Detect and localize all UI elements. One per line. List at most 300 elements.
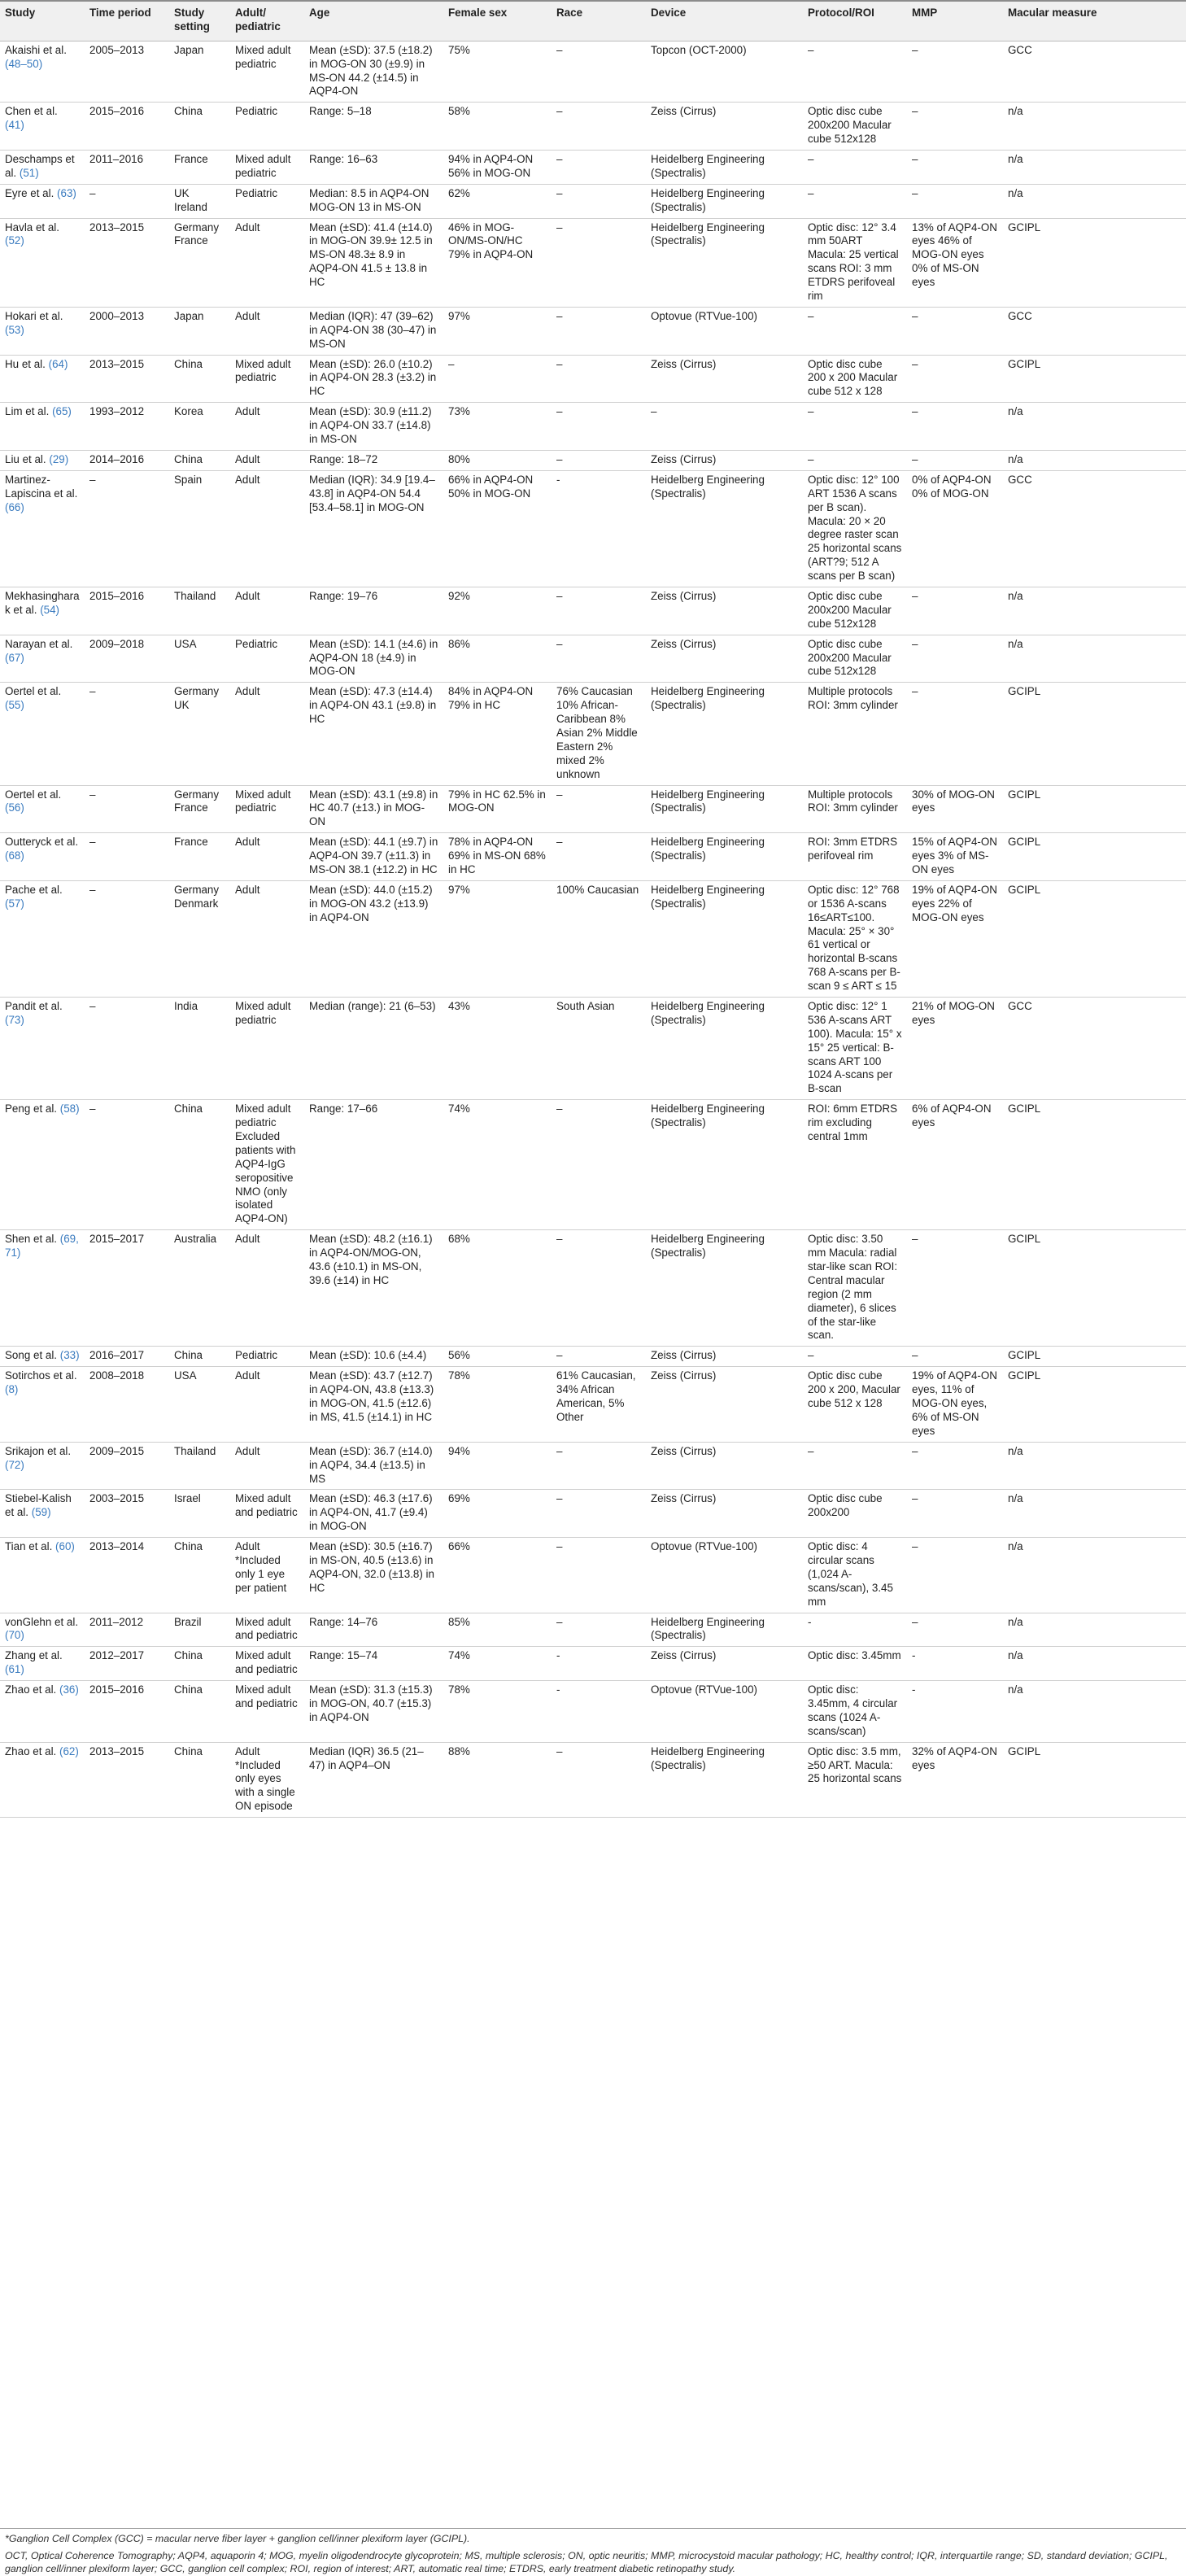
time-period-cell: 2009–2018	[85, 635, 169, 683]
study-setting-cell: Germany France	[169, 785, 230, 833]
race-cell: –	[552, 1347, 646, 1367]
age-cell: Mean (±SD): 14.1 (±4.6) in AQP4-ON 18 (±4.9) in MOG-ON	[304, 635, 443, 683]
study-name: Havla et al.	[5, 220, 59, 234]
table-row	[0, 1347, 1186, 1367]
study-cell	[0, 1230, 85, 1347]
macular-measure-cell: n/a	[1003, 1538, 1186, 1613]
study-setting-cell: Thailand	[169, 587, 230, 635]
mmp-cell: –	[907, 450, 1003, 470]
device-cell: Optovue (RTVue-100)	[646, 1538, 803, 1613]
device-cell: Heidelberg Engineering (Spectralis)	[646, 683, 803, 785]
female-sex-cell: 56%	[443, 1347, 552, 1367]
device-cell: Zeiss (Cirrus)	[646, 450, 803, 470]
time-period-cell: 2014–2016	[85, 450, 169, 470]
macular-measure-cell: GCIPL	[1003, 833, 1186, 881]
female-sex-cell: 66% in AQP4-ON 50% in MOG-ON	[443, 470, 552, 587]
female-sex-cell: –	[443, 355, 552, 403]
macular-measure-cell: GCIPL	[1003, 1230, 1186, 1347]
device-cell: Heidelberg Engineering (Spectralis)	[646, 470, 803, 587]
study-name: Mekhasingharak et al.	[5, 589, 80, 616]
study-setting-cell: Japan	[169, 307, 230, 355]
device-cell: Optovue (RTVue-100)	[646, 1681, 803, 1743]
study-setting-cell: Spain	[169, 470, 230, 587]
table-row	[0, 1742, 1186, 1817]
reference-link[interactable]: (33)	[59, 1349, 80, 1362]
reference-link[interactable]: (51)	[19, 166, 39, 179]
study-cell	[0, 41, 85, 103]
table-row	[0, 587, 1186, 635]
study-name: Akaishi et al.	[5, 43, 67, 56]
study-cell	[0, 880, 85, 997]
abbreviations: OCT, Optical Coherence Tomography; AQP4, aquaporin 4; MOG, myelin oligodendrocyte glycoprotein; MS, multiple sclerosis; ON, optic neuritis; MMP, microcystoid macular pathology; HC, healthy control; IQR, interquartile range; SD, standard deviation; GCIPL, ganglion cell/inner plexiform layer; GCC, ganglion cell complex; ROI, region of interest; ART, automatic real time; ETDRS, early treatment diabetic retinopathy study.	[5, 2549, 1168, 2575]
table-row	[0, 1490, 1186, 1538]
race-cell: –	[552, 403, 646, 451]
race-cell: –	[552, 1613, 646, 1647]
study-name: Tian et al.	[5, 1540, 53, 1553]
macular-measure-cell: n/a	[1003, 587, 1186, 635]
study-name: Eyre et al.	[5, 186, 55, 199]
reference-link[interactable]: (29)	[49, 452, 69, 465]
study-cell	[0, 1367, 85, 1442]
reference-link[interactable]: (8)	[5, 1383, 19, 1396]
table-row	[0, 785, 1186, 833]
study-name: Zhao et al.	[5, 1744, 57, 1757]
reference-link[interactable]: (66)	[5, 500, 24, 513]
reference-link[interactable]: (60)	[55, 1540, 75, 1553]
study-setting-cell: Australia	[169, 1230, 230, 1347]
female-sex-cell: 84% in AQP4-ON 79% in HC	[443, 683, 552, 785]
female-sex-cell: 73%	[443, 403, 552, 451]
protocol-roi-cell: Optic disc cube 200x200 Macular cube 512x128	[803, 635, 907, 683]
mmp-cell: –	[907, 635, 1003, 683]
table-row	[0, 184, 1186, 218]
time-period-cell: 2000–2013	[85, 307, 169, 355]
adult-pediatric-cell: Mixed adult pediatric Excluded patients with AQP4-IgG seropositive NMO (only isolated AQP4-ON)	[230, 1100, 304, 1230]
female-sex-cell: 97%	[443, 880, 552, 997]
table-row	[0, 635, 1186, 683]
female-sex-cell: 88%	[443, 1742, 552, 1817]
protocol-roi-cell: –	[803, 450, 907, 470]
race-cell: –	[552, 41, 646, 103]
table-row	[0, 1681, 1186, 1743]
time-period-cell: 2003–2015	[85, 1490, 169, 1538]
protocol-roi-cell: Optic disc cube 200 x 200 Macular cube 512 x 128	[803, 355, 907, 403]
reference-link[interactable]: (41)	[5, 119, 24, 132]
adult-pediatric-cell: Adult	[230, 403, 304, 451]
female-sex-cell: 79% in HC 62.5% in MOG-ON	[443, 785, 552, 833]
device-cell: Zeiss (Cirrus)	[646, 1490, 803, 1538]
study-name: Hu et al.	[5, 357, 46, 370]
macular-measure-cell: n/a	[1003, 1681, 1186, 1743]
header-age: Age	[304, 1, 443, 41]
female-sex-cell: 75%	[443, 41, 552, 103]
time-period-cell: 2013–2015	[85, 355, 169, 403]
macular-measure-cell: GCIPL	[1003, 218, 1186, 307]
mmp-cell: –	[907, 1442, 1003, 1490]
device-cell: Heidelberg Engineering (Spectralis)	[646, 785, 803, 833]
macular-measure-cell: GCIPL	[1003, 683, 1186, 785]
macular-measure-cell: GCIPL	[1003, 1100, 1186, 1230]
protocol-roi-cell: –	[803, 41, 907, 103]
reference-link[interactable]: (64)	[48, 357, 68, 370]
study-setting-cell: USA	[169, 635, 230, 683]
time-period-cell: 2013–2015	[85, 1742, 169, 1817]
time-period-cell: 2012–2017	[85, 1647, 169, 1681]
reference-link[interactable]: (63)	[57, 186, 76, 199]
study-cell	[0, 587, 85, 635]
study-cell	[0, 635, 85, 683]
adult-pediatric-cell: Pediatric	[230, 635, 304, 683]
study-cell	[0, 103, 85, 151]
female-sex-cell: 62%	[443, 184, 552, 218]
device-cell: Zeiss (Cirrus)	[646, 587, 803, 635]
study-cell	[0, 785, 85, 833]
table-row	[0, 683, 1186, 785]
time-period-cell: 2013–2014	[85, 1538, 169, 1613]
time-period-cell: –	[85, 785, 169, 833]
time-period-cell: 2011–2012	[85, 1613, 169, 1647]
macular-measure-cell: GCC	[1003, 41, 1186, 103]
study-setting-cell: China	[169, 1742, 230, 1817]
study-setting-cell: Thailand	[169, 1442, 230, 1490]
age-cell: Mean (±SD): 47.3 (±14.4) in AQP4-ON 43.1 (±9.8) in HC	[304, 683, 443, 785]
protocol-roi-cell: –	[803, 151, 907, 185]
mmp-cell: –	[907, 184, 1003, 218]
protocol-roi-cell: Optic disc: 12° 100 ART 1536 A scans per B scan). Macula: 20 × 20 degree raster scan 25 horizontal scans (ART?9; 512 A scans per B scan)	[803, 470, 907, 587]
study-cell	[0, 1347, 85, 1367]
protocol-roi-cell: Optic disc: 3.45mm	[803, 1647, 907, 1681]
study-name: Shen et al.	[5, 1233, 58, 1246]
mmp-cell: –	[907, 587, 1003, 635]
race-cell: 100% Caucasian	[552, 880, 646, 997]
header-protocol-roi: Protocol/ROI	[803, 1, 907, 41]
table-row	[0, 41, 1186, 103]
study-setting-cell: UK Ireland	[169, 184, 230, 218]
time-period-cell: 2011–2016	[85, 151, 169, 185]
race-cell: –	[552, 1490, 646, 1538]
adult-pediatric-cell: Pediatric	[230, 184, 304, 218]
device-cell: Heidelberg Engineering (Spectralis)	[646, 998, 803, 1100]
study-name: Deschamps et al.	[5, 153, 75, 179]
reference-link[interactable]: (58)	[59, 1102, 80, 1116]
mmp-cell: –	[907, 41, 1003, 103]
mmp-cell: 15% of AQP4-ON eyes 3% of MS-ON eyes	[907, 833, 1003, 881]
race-cell: –	[552, 218, 646, 307]
reference-link[interactable]: (65)	[52, 405, 72, 418]
device-cell: Heidelberg Engineering (Spectralis)	[646, 184, 803, 218]
female-sex-cell: 74%	[443, 1100, 552, 1230]
protocol-roi-cell: –	[803, 307, 907, 355]
protocol-roi-cell: –	[803, 184, 907, 218]
age-cell: Range: 16–63	[304, 151, 443, 185]
device-cell: Zeiss (Cirrus)	[646, 1442, 803, 1490]
race-cell: –	[552, 450, 646, 470]
reference-link[interactable]: (67)	[5, 651, 24, 664]
age-cell: Range: 15–74	[304, 1647, 443, 1681]
table-notes	[0, 2528, 1186, 2576]
table-row	[0, 355, 1186, 403]
protocol-roi-cell: Optic disc cube 200 x 200, Macular cube 512 x 128	[803, 1367, 907, 1442]
study-name: Oertel et al.	[5, 685, 62, 698]
macular-measure-cell: GCC	[1003, 998, 1186, 1100]
device-cell: Zeiss (Cirrus)	[646, 635, 803, 683]
adult-pediatric-cell: Adult	[230, 833, 304, 881]
reference-link[interactable]: (36)	[59, 1683, 79, 1696]
table-row	[0, 1613, 1186, 1647]
study-name: Lim et al.	[5, 405, 50, 418]
reference-link[interactable]: (56)	[5, 801, 24, 814]
table-row	[0, 1647, 1186, 1681]
macular-measure-cell: n/a	[1003, 1613, 1186, 1647]
protocol-roi-cell: Optic disc: 12° 1 536 A-scans ART 100). Macula: 15° x 15° 25 vertical: B-scans ART 100 1024 A-scans per B-scan	[803, 998, 907, 1100]
study-cell	[0, 1647, 85, 1681]
female-sex-cell: 94%	[443, 1442, 552, 1490]
header-race: Race	[552, 1, 646, 41]
adult-pediatric-cell: Adult *Included only 1 eye per patient	[230, 1538, 304, 1613]
table-row	[0, 218, 1186, 307]
protocol-roi-cell: -	[803, 1613, 907, 1647]
macular-measure-cell: GCIPL	[1003, 1742, 1186, 1817]
study-cell	[0, 833, 85, 881]
adult-pediatric-cell: Pediatric	[230, 1347, 304, 1367]
race-cell: -	[552, 470, 646, 587]
study-cell	[0, 355, 85, 403]
device-cell: Heidelberg Engineering (Spectralis)	[646, 1100, 803, 1230]
macular-measure-cell: n/a	[1003, 1490, 1186, 1538]
reference-link[interactable]: (48–50)	[5, 57, 43, 70]
mmp-cell: –	[907, 355, 1003, 403]
age-cell: Mean (±SD): 44.1 (±9.7) in AQP4-ON 39.7 (±11.3) in MS-ON 38.1 (±12.2) in HC	[304, 833, 443, 881]
time-period-cell: –	[85, 833, 169, 881]
age-cell: Mean (±SD): 43.1 (±9.8) in HC 40.7 (±13.) in MOG-ON	[304, 785, 443, 833]
time-period-cell: –	[85, 880, 169, 997]
study-setting-cell: Japan	[169, 41, 230, 103]
device-cell: Heidelberg Engineering (Spectralis)	[646, 1742, 803, 1817]
race-cell: –	[552, 151, 646, 185]
macular-measure-cell: GCIPL	[1003, 1367, 1186, 1442]
race-cell: –	[552, 1230, 646, 1347]
study-setting-cell: Germany UK	[169, 683, 230, 785]
study-setting-cell: Brazil	[169, 1613, 230, 1647]
study-name: Outteryck et al.	[5, 836, 79, 849]
reference-link[interactable]: (72)	[5, 1458, 24, 1471]
reference-link[interactable]: (68)	[5, 849, 24, 862]
age-cell: Mean (±SD): 36.7 (±14.0) in AQP4, 34.4 (±13.5) in MS	[304, 1442, 443, 1490]
race-cell: –	[552, 1100, 646, 1230]
reference-link[interactable]: (69, 71)	[5, 1233, 79, 1260]
adult-pediatric-cell: Adult	[230, 587, 304, 635]
study-setting-cell: China	[169, 1100, 230, 1230]
race-cell: –	[552, 1442, 646, 1490]
adult-pediatric-cell: Mixed adult pediatric	[230, 355, 304, 403]
study-name: Stiebel-Kalish et al.	[5, 1492, 72, 1519]
device-cell: Heidelberg Engineering (Spectralis)	[646, 151, 803, 185]
time-period-cell: –	[85, 184, 169, 218]
footnote: *Ganglion Cell Complex (GCC) = macular nerve fiber layer + ganglion cell/inner plexiform layer (GCIPL).	[5, 2533, 470, 2544]
protocol-roi-cell: Optic disc: 3.50 mm Macula: radial star-like scan ROI: Central macular region (2 mm diameter), 6 slices of the star-like scan.	[803, 1230, 907, 1347]
age-cell: Median (IQR): 47 (39–62) in AQP4-ON 38 (30–47) in MS-ON	[304, 307, 443, 355]
header-time-period: Time period	[85, 1, 169, 41]
macular-measure-cell: n/a	[1003, 184, 1186, 218]
table-row	[0, 307, 1186, 355]
header-study: Study	[0, 1, 85, 41]
race-cell: -	[552, 1681, 646, 1743]
race-cell: –	[552, 184, 646, 218]
macular-measure-cell: n/a	[1003, 1442, 1186, 1490]
time-period-cell: 2008–2018	[85, 1367, 169, 1442]
mmp-cell: –	[907, 1538, 1003, 1613]
race-cell: –	[552, 587, 646, 635]
table-row	[0, 1230, 1186, 1347]
mmp-cell: 19% of AQP4-ON eyes, 11% of MOG-ON eyes, 6% of MS-ON eyes	[907, 1367, 1003, 1442]
protocol-roi-cell: –	[803, 403, 907, 451]
mmp-cell: –	[907, 307, 1003, 355]
study-name: Chen et al.	[5, 105, 58, 118]
protocol-roi-cell: Multiple protocols ROI: 3mm cylinder	[803, 683, 907, 785]
adult-pediatric-cell: Pediatric	[230, 103, 304, 151]
female-sex-cell: 68%	[443, 1230, 552, 1347]
study-name: Zhang et al.	[5, 1649, 63, 1662]
header-macular-measure: Macular measure	[1003, 1, 1186, 41]
age-cell: Mean (±SD): 26.0 (±10.2) in AQP4-ON 28.3 (±3.2) in HC	[304, 355, 443, 403]
header-mmp: MMP	[907, 1, 1003, 41]
adult-pediatric-cell: Adult	[230, 307, 304, 355]
study-name: Narayan et al.	[5, 637, 73, 650]
mmp-cell: –	[907, 1490, 1003, 1538]
adult-pediatric-cell: Adult	[230, 450, 304, 470]
age-cell: Mean (±SD): 37.5 (±18.2) in MOG-ON 30 (±9.9) in MS-ON 44.2 (±14.5) in AQP4-ON	[304, 41, 443, 103]
age-cell: Range: 14–76	[304, 1613, 443, 1647]
study-cell	[0, 998, 85, 1100]
reference-link[interactable]: (59)	[31, 1506, 51, 1519]
time-period-cell: 2005–2013	[85, 41, 169, 103]
header-device: Device	[646, 1, 803, 41]
female-sex-cell: 78% in AQP4-ON 69% in MS-ON 68% in HC	[443, 833, 552, 881]
table-row	[0, 450, 1186, 470]
protocol-roi-cell: Optic disc: 3.5 mm, ≥50 ART. Macula: 25 horizontal scans	[803, 1742, 907, 1817]
mmp-cell: 30% of MOG-ON eyes	[907, 785, 1003, 833]
study-name: Liu et al.	[5, 452, 46, 465]
race-cell: -	[552, 1647, 646, 1681]
study-name: Pandit et al.	[5, 1000, 63, 1012]
study-cell	[0, 450, 85, 470]
device-cell: Heidelberg Engineering (Spectralis)	[646, 1230, 803, 1347]
mmp-cell: 0% of AQP4-ON 0% of MOG-ON	[907, 470, 1003, 587]
race-cell: –	[552, 833, 646, 881]
reference-link[interactable]: (53)	[5, 323, 24, 336]
adult-pediatric-cell: Adult *Included only eyes with a single ON episode	[230, 1742, 304, 1817]
reference-link[interactable]: (62)	[59, 1744, 79, 1757]
age-cell: Range: 18–72	[304, 450, 443, 470]
device-cell: –	[646, 403, 803, 451]
study-setting-cell: Korea	[169, 403, 230, 451]
mmp-cell: –	[907, 103, 1003, 151]
adult-pediatric-cell: Mixed adult pediatric	[230, 41, 304, 103]
study-cell	[0, 1742, 85, 1817]
protocol-roi-cell: Optic disc cube 200x200 Macular cube 512x128	[803, 587, 907, 635]
table-row	[0, 833, 1186, 881]
study-name: Sotirchos et al.	[5, 1369, 77, 1382]
age-cell: Range: 17–66	[304, 1100, 443, 1230]
time-period-cell: –	[85, 1100, 169, 1230]
macular-measure-cell: n/a	[1003, 151, 1186, 185]
time-period-cell: 1993–2012	[85, 403, 169, 451]
mmp-cell: –	[907, 683, 1003, 785]
reference-link[interactable]: (73)	[5, 1013, 24, 1026]
adult-pediatric-cell: Adult	[230, 218, 304, 307]
study-setting-cell: USA	[169, 1367, 230, 1442]
study-cell	[0, 470, 85, 587]
adult-pediatric-cell: Mixed adult pediatric	[230, 785, 304, 833]
study-cell	[0, 1613, 85, 1647]
study-name: Peng et al.	[5, 1102, 58, 1116]
adult-pediatric-cell: Mixed adult and pediatric	[230, 1681, 304, 1743]
study-name: Martinez-Lapiscina et al.	[5, 473, 78, 500]
adult-pediatric-cell: Adult	[230, 1367, 304, 1442]
age-cell: Mean (±SD): 48.2 (±16.1) in AQP4-ON/MOG-ON, 43.6 (±10.1) in MS-ON, 39.6 (±14) in HC	[304, 1230, 443, 1347]
study-name: Oertel et al.	[5, 788, 62, 801]
mmp-cell: 21% of MOG-ON eyes	[907, 998, 1003, 1100]
protocol-roi-cell: ROI: 6mm ETDRS rim excluding central 1mm	[803, 1100, 907, 1230]
race-cell: –	[552, 103, 646, 151]
reference-link[interactable]: (52)	[5, 234, 24, 247]
age-cell: Mean (±SD): 30.5 (±16.7) in MS-ON, 40.5 (±13.6) in AQP4-ON, 32.0 (±13.8) in HC	[304, 1538, 443, 1613]
race-cell: –	[552, 635, 646, 683]
table-row	[0, 880, 1186, 997]
time-period-cell: 2013–2015	[85, 218, 169, 307]
table-row	[0, 103, 1186, 151]
reference-link[interactable]: (55)	[5, 699, 24, 712]
female-sex-cell: 69%	[443, 1490, 552, 1538]
age-cell: Mean (±SD): 10.6 (±4.4)	[304, 1347, 443, 1367]
reference-link[interactable]: (61)	[5, 1663, 24, 1676]
female-sex-cell: 78%	[443, 1681, 552, 1743]
race-cell: –	[552, 1538, 646, 1613]
study-setting-cell: China	[169, 1538, 230, 1613]
device-cell: Zeiss (Cirrus)	[646, 1347, 803, 1367]
reference-link[interactable]: (70)	[5, 1629, 24, 1642]
study-cell	[0, 218, 85, 307]
age-cell: Median: 8.5 in AQP4-ON MOG-ON 13 in MS-ON	[304, 184, 443, 218]
study-name: Srikajon et al.	[5, 1444, 72, 1457]
study-cell	[0, 307, 85, 355]
female-sex-cell: 85%	[443, 1613, 552, 1647]
protocol-roi-cell: Optic disc: 3.45mm, 4 circular scans (1024 A-scans/scan)	[803, 1681, 907, 1743]
adult-pediatric-cell: Adult	[230, 880, 304, 997]
mmp-cell: 19% of AQP4-ON eyes 22% of MOG-ON eyes	[907, 880, 1003, 997]
device-cell: Zeiss (Cirrus)	[646, 103, 803, 151]
time-period-cell: –	[85, 998, 169, 1100]
study-cell	[0, 683, 85, 785]
race-cell: –	[552, 307, 646, 355]
macular-measure-cell: n/a	[1003, 635, 1186, 683]
reference-link[interactable]: (57)	[5, 897, 24, 910]
time-period-cell: 2009–2015	[85, 1442, 169, 1490]
table-row	[0, 403, 1186, 451]
age-cell: Mean (±SD): 43.7 (±12.7) in AQP4-ON, 43.8 (±13.3) in MOG-ON, 41.5 (±12.6) in MS, 41.5 (±14.1) in HC	[304, 1367, 443, 1442]
device-cell: Heidelberg Engineering (Spectralis)	[646, 218, 803, 307]
study-setting-cell: Germany France	[169, 218, 230, 307]
age-cell: Mean (±SD): 41.4 (±14.0) in MOG-ON 39.9± 12.5 in MS-ON 48.3± 8.9 in AQP4-ON 41.5 ± 13.8 in HC	[304, 218, 443, 307]
device-cell: Optovue (RTVue-100)	[646, 307, 803, 355]
table-row	[0, 1538, 1186, 1613]
reference-link[interactable]: (54)	[40, 603, 60, 616]
age-cell: Mean (±SD): 44.0 (±15.2) in MOG-ON 43.2 (±13.9) in AQP4-ON	[304, 880, 443, 997]
age-cell: Median (IQR): 34.9 [19.4–43.8] in AQP4-ON 54.4 [53.4–58.1] in MOG-ON	[304, 470, 443, 587]
macular-measure-cell: GCIPL	[1003, 880, 1186, 997]
macular-measure-cell: n/a	[1003, 1647, 1186, 1681]
table-body	[0, 41, 1186, 1817]
